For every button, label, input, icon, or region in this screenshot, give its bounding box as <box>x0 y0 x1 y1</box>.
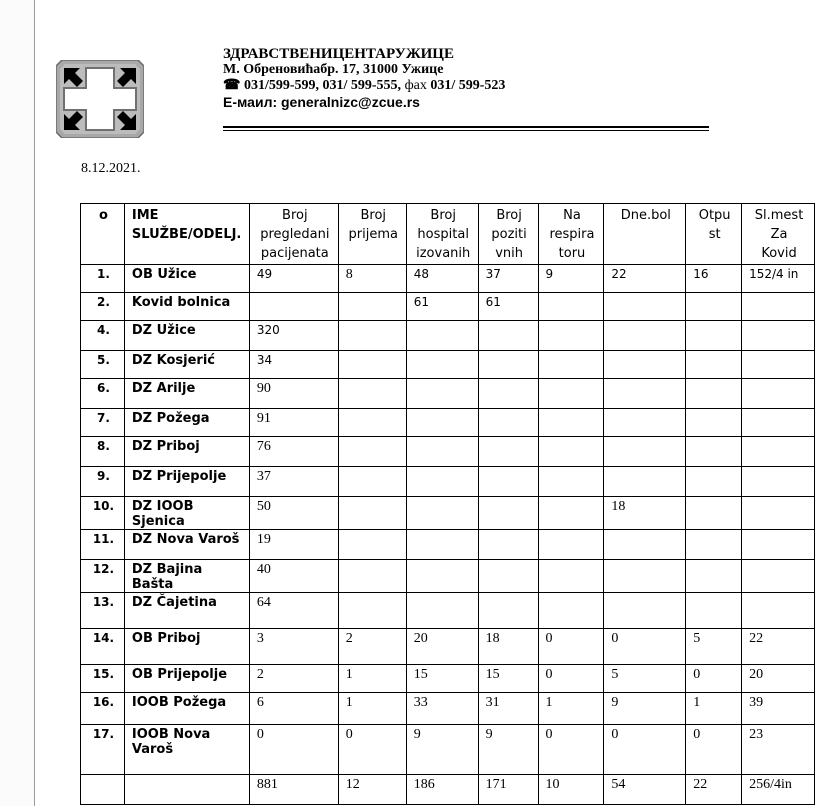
cell-otpust: 1 <box>686 693 742 725</box>
header-line: IME <box>131 208 159 223</box>
facility-name: OB Užice <box>124 265 249 293</box>
cell-pregledani: 90 <box>249 379 338 409</box>
row-number: 12. <box>81 560 125 593</box>
cell-hospital <box>406 467 478 497</box>
facility-name: DZ Čajetina <box>124 593 249 629</box>
table-header-row <box>81 204 815 265</box>
cell-prijema <box>338 530 406 560</box>
col-header-covid-beds <box>742 204 815 265</box>
cell-pozitivnih <box>478 560 538 593</box>
row-number: 13. <box>81 593 125 629</box>
cell-hospital: 61 <box>406 293 478 321</box>
row-number: 10. <box>81 497 125 530</box>
row-number: 6. <box>81 379 125 409</box>
facility-name: DZ Požega <box>124 409 249 437</box>
cell-prijema <box>338 437 406 467</box>
cell-otpust: 0 <box>686 725 742 775</box>
cell-pregledani: 40 <box>249 560 338 593</box>
table-row <box>81 293 815 321</box>
cell-pozitivnih: 61 <box>478 293 538 321</box>
col-header-examined <box>249 204 338 265</box>
telephone-icon: ☎ <box>223 78 241 93</box>
cell-prijema: 0 <box>338 725 406 775</box>
cell-pozitivnih: 37 <box>478 265 538 293</box>
cell-hospital <box>406 321 478 351</box>
header-line: poziti <box>491 227 527 242</box>
table-row <box>81 530 815 560</box>
header-line: Broj <box>282 208 308 223</box>
facility-name: DZ Prijepolje <box>124 467 249 497</box>
header-rule-thick <box>223 126 709 128</box>
cell-prijema: 1 <box>338 693 406 725</box>
table-row <box>81 467 815 497</box>
cell-pregledani: 50 <box>249 497 338 530</box>
cell-pregledani: 49 <box>249 265 338 293</box>
cell-otpust <box>686 293 742 321</box>
row-number: 11. <box>81 530 125 560</box>
cell-dnebol: 9 <box>604 693 686 725</box>
facility-name: DZ Užice <box>124 321 249 351</box>
cell-prijema <box>338 409 406 437</box>
header-line: Broj <box>496 208 522 223</box>
cell-hospital <box>406 379 478 409</box>
cell-pregledani: 19 <box>249 530 338 560</box>
row-number: 5. <box>81 351 125 379</box>
cell-pozitivnih <box>478 593 538 629</box>
cell-slmest <box>742 293 815 321</box>
row-number: 7. <box>81 409 125 437</box>
col-header-positive <box>478 204 538 265</box>
cell-dnebol <box>604 293 686 321</box>
organization-address: М. Обреновићабр. 17, 31000 Ужице <box>223 62 444 77</box>
cell-prijema <box>338 321 406 351</box>
cell-pregledani: 64 <box>249 593 338 629</box>
facility-name: DZ Bajina Bašta <box>124 560 249 593</box>
fax-number: фах 031/ 599-523 <box>404 78 506 93</box>
cell-respirator: 1 <box>538 693 604 725</box>
facility-name: DZ Kosjerić <box>124 351 249 379</box>
facility-name: DZ Arilje <box>124 379 249 409</box>
facility-name: DZ Nova Varoš <box>124 530 249 560</box>
header-line: o <box>98 208 108 223</box>
cell-pregledani: 881 <box>249 775 338 805</box>
cell-slmest <box>742 560 815 593</box>
header-line: vnih <box>495 246 523 261</box>
table-row <box>81 693 815 725</box>
header-line: st <box>708 227 721 242</box>
cell-respirator: 0 <box>538 665 604 693</box>
cell-otpust <box>686 351 742 379</box>
header-line: Broj <box>430 208 456 223</box>
cell-respirator <box>538 351 604 379</box>
row-number: 15. <box>81 665 125 693</box>
cell-dnebol <box>604 467 686 497</box>
cell-otpust <box>686 560 742 593</box>
header-line: izovanih <box>416 246 471 261</box>
row-number: 17. <box>81 725 125 775</box>
table-row <box>81 497 815 530</box>
col-header-admissions <box>338 204 406 265</box>
table-row <box>81 321 815 351</box>
cell-slmest: 152/4 in <box>742 265 815 293</box>
row-number: 2. <box>81 293 125 321</box>
cell-pozitivnih <box>478 409 538 437</box>
cell-prijema <box>338 560 406 593</box>
col-header-day-hospital <box>604 204 686 265</box>
table-row <box>81 560 815 593</box>
header-line: pacijenata <box>260 246 329 261</box>
cell-pregledani: 34 <box>249 351 338 379</box>
cell-respirator <box>538 321 604 351</box>
row-number <box>81 775 125 805</box>
table-row <box>81 593 815 629</box>
facility-name <box>124 775 249 805</box>
cell-hospital <box>406 593 478 629</box>
cell-pozitivnih: 15 <box>478 665 538 693</box>
cell-pregledani: 76 <box>249 437 338 467</box>
page-margin-gutter <box>0 0 35 806</box>
cell-pregledani <box>249 293 338 321</box>
header-line: Broj <box>360 208 387 223</box>
cell-prijema <box>338 293 406 321</box>
cell-dnebol: 0 <box>604 629 686 665</box>
cell-slmest <box>742 497 815 530</box>
cell-otpust <box>686 379 742 409</box>
cell-otpust: 0 <box>686 665 742 693</box>
cell-slmest: 256/4in <box>742 775 815 805</box>
cell-slmest: 23 <box>742 725 815 775</box>
cell-pregledani: 6 <box>249 693 338 725</box>
header-rule-thin <box>223 130 709 131</box>
cell-dnebol <box>604 351 686 379</box>
cell-pregledani: 3 <box>249 629 338 665</box>
cell-hospital <box>406 560 478 593</box>
cell-hospital <box>406 351 478 379</box>
header-line: Otpu <box>698 208 731 223</box>
cell-respirator <box>538 593 604 629</box>
cell-respirator <box>538 530 604 560</box>
cell-slmest <box>742 437 815 467</box>
cell-dnebol <box>604 437 686 467</box>
cell-dnebol: 0 <box>604 725 686 775</box>
table-row <box>81 265 815 293</box>
header-line: Na <box>563 208 581 223</box>
organization-name: ЗДРАВСТВЕНИЦЕНТАРУЖИЦЕ <box>223 46 454 62</box>
cell-hospital <box>406 530 478 560</box>
cell-prijema: 1 <box>338 665 406 693</box>
table-row <box>81 437 815 467</box>
row-number: 1. <box>81 265 125 293</box>
facility-name: Kovid bolnica <box>124 293 249 321</box>
table-row <box>81 379 815 409</box>
cell-respirator: 0 <box>538 725 604 775</box>
col-header-respirator <box>538 204 604 265</box>
header-line: Sl.mest <box>754 208 804 223</box>
cell-respirator <box>538 293 604 321</box>
cell-otpust <box>686 437 742 467</box>
table-row <box>81 629 815 665</box>
cell-pozitivnih <box>478 379 538 409</box>
cell-pregledani: 37 <box>249 467 338 497</box>
cell-otpust <box>686 321 742 351</box>
cell-prijema: 8 <box>338 265 406 293</box>
row-number: 4. <box>81 321 125 351</box>
col-header-name <box>124 204 249 265</box>
row-number: 8. <box>81 437 125 467</box>
row-number: 9. <box>81 467 125 497</box>
letterhead <box>223 46 505 111</box>
cell-prijema <box>338 379 406 409</box>
cell-pozitivnih: 171 <box>478 775 538 805</box>
cell-hospital: 20 <box>406 629 478 665</box>
cell-otpust <box>686 497 742 530</box>
header-line: Za <box>770 227 788 242</box>
cell-respirator: 10 <box>538 775 604 805</box>
header-line: toru <box>558 246 586 261</box>
facility-name: OB Prijepolje <box>124 665 249 693</box>
col-header-index <box>81 204 125 265</box>
cell-respirator: 9 <box>538 265 604 293</box>
cell-dnebol: 5 <box>604 665 686 693</box>
cell-pozitivnih <box>478 437 538 467</box>
cell-hospital: 48 <box>406 265 478 293</box>
cell-pozitivnih: 9 <box>478 725 538 775</box>
cell-pregledani: 2 <box>249 665 338 693</box>
cell-prijema <box>338 467 406 497</box>
cell-pozitivnih <box>478 530 538 560</box>
cell-dnebol: 22 <box>604 265 686 293</box>
cell-respirator <box>538 437 604 467</box>
cell-pozitivnih <box>478 467 538 497</box>
cell-hospital <box>406 409 478 437</box>
cell-hospital <box>406 497 478 530</box>
col-header-hospitalized <box>406 204 478 265</box>
health-center-logo-icon <box>56 60 144 138</box>
cell-pozitivnih <box>478 497 538 530</box>
cell-slmest: 20 <box>742 665 815 693</box>
cell-dnebol <box>604 560 686 593</box>
cell-respirator <box>538 467 604 497</box>
cell-slmest: 39 <box>742 693 815 725</box>
cell-pozitivnih: 18 <box>478 629 538 665</box>
email-address[interactable]: Е-маил: generalnizc@zcue.rs <box>223 94 420 110</box>
cell-otpust <box>686 530 742 560</box>
cell-pregledani: 0 <box>249 725 338 775</box>
cell-otpust: 16 <box>686 265 742 293</box>
cell-pregledani: 320 <box>249 321 338 351</box>
row-number: 14. <box>81 629 125 665</box>
cell-slmest: 22 <box>742 629 815 665</box>
cell-dnebol: 54 <box>604 775 686 805</box>
cell-hospital: 9 <box>406 725 478 775</box>
phone-numbers: 031/599-599, 031/ 599-555, <box>243 78 402 93</box>
cell-hospital: 186 <box>406 775 478 805</box>
hospital-report-table <box>80 203 815 805</box>
cell-respirator <box>538 560 604 593</box>
table-row <box>81 409 815 437</box>
facility-name: DZ IOOB Sjenica <box>124 497 249 530</box>
col-header-discharged <box>686 204 742 265</box>
facility-name: IOOB Požega <box>124 693 249 725</box>
facility-name: IOOB Nova Varoš <box>124 725 249 775</box>
header-line: Kovid <box>761 246 797 261</box>
header-line: hospital <box>417 227 469 242</box>
cell-dnebol <box>604 321 686 351</box>
cell-slmest <box>742 321 815 351</box>
table-row <box>81 665 815 693</box>
report-date: 8.12.2021. <box>81 161 141 176</box>
cell-slmest <box>742 593 815 629</box>
cell-dnebol <box>604 379 686 409</box>
cell-pregledani: 91 <box>249 409 338 437</box>
cell-slmest <box>742 379 815 409</box>
contact-phones <box>223 78 505 94</box>
cell-prijema <box>338 593 406 629</box>
cell-slmest <box>742 467 815 497</box>
cell-pozitivnih <box>478 321 538 351</box>
cell-dnebol <box>604 409 686 437</box>
cell-slmest <box>742 351 815 379</box>
cell-respirator <box>538 379 604 409</box>
cell-prijema: 12 <box>338 775 406 805</box>
header-line: SLUŽBE/ODELJ. <box>131 227 242 242</box>
cell-hospital: 15 <box>406 665 478 693</box>
cell-otpust: 5 <box>686 629 742 665</box>
header-line: prijema <box>348 227 398 242</box>
cell-dnebol: 18 <box>604 497 686 530</box>
cell-otpust: 22 <box>686 775 742 805</box>
cell-dnebol <box>604 593 686 629</box>
header-line: pregledani <box>260 227 330 242</box>
cell-prijema: 2 <box>338 629 406 665</box>
cell-slmest <box>742 409 815 437</box>
cell-prijema <box>338 351 406 379</box>
totals-row <box>81 775 815 805</box>
cell-respirator <box>538 497 604 530</box>
header-line: Dne.bol <box>620 208 671 223</box>
table-row <box>81 725 815 775</box>
facility-name: OB Priboj <box>124 629 249 665</box>
row-number: 16. <box>81 693 125 725</box>
cell-hospital: 33 <box>406 693 478 725</box>
table-row <box>81 351 815 379</box>
header-line: respira <box>549 227 595 242</box>
facility-name: DZ Priboj <box>124 437 249 467</box>
cell-prijema <box>338 497 406 530</box>
cell-slmest <box>742 530 815 560</box>
cell-pozitivnih <box>478 351 538 379</box>
cell-respirator: 0 <box>538 629 604 665</box>
cell-hospital <box>406 437 478 467</box>
cell-otpust <box>686 409 742 437</box>
cell-otpust <box>686 593 742 629</box>
cell-pozitivnih: 31 <box>478 693 538 725</box>
cell-respirator <box>538 409 604 437</box>
cell-otpust <box>686 467 742 497</box>
cell-dnebol <box>604 530 686 560</box>
